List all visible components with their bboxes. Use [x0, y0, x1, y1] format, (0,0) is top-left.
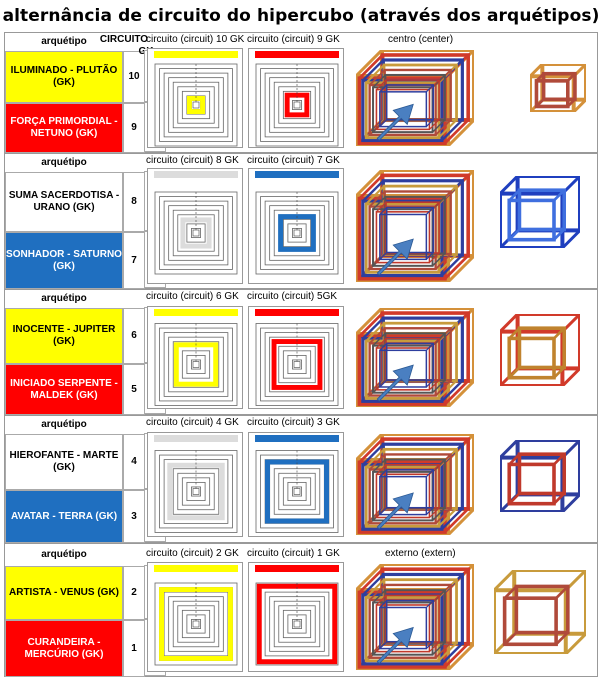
header-arquetipo: arquétipo — [5, 33, 123, 51]
circuit-number: 6 — [123, 308, 145, 364]
header-arquetipo: arquétipo — [5, 416, 123, 434]
archetype-label: SUMA SACERDOTISA - URANO (GK) — [5, 172, 123, 232]
page-title: alternância de circuito do hipercubo (através dos arquétipos) — [2, 6, 600, 26]
circuit-caption: circuito (circuit) 2 GK — [146, 548, 239, 559]
hypercube-main-image — [356, 170, 476, 282]
circuit-caption: circuito (circuit) 5GK — [247, 291, 338, 302]
archetype-label: FORÇA PRIMORDIAL - NETUNO (GK) — [5, 103, 123, 153]
circuit-number: 7 — [123, 232, 145, 289]
circuit-square-panel — [248, 562, 344, 672]
header-arquetipo: arquétipo — [5, 290, 123, 308]
hypercube-main-image — [356, 308, 476, 407]
hypercube-small-image — [500, 176, 582, 248]
circuit-square-panel — [248, 48, 344, 148]
header-arquetipo: arquétipo — [5, 154, 123, 172]
archetype-label: INOCENTE - JUPITER (GK) — [5, 308, 123, 364]
circuit-number: 3 — [123, 490, 145, 543]
circuit-square-panel — [248, 306, 344, 409]
circuit-number: 8 — [123, 172, 145, 232]
circuit-caption: circuito (circuit) 9 GK — [247, 34, 340, 45]
circuit-caption: circuito (circuit) 1 GK — [247, 548, 340, 559]
circuit-caption: circuito (circuit) 7 GK — [247, 155, 340, 166]
circuit-number: 5 — [123, 364, 145, 415]
circuit-square-panel — [147, 562, 243, 672]
circuit-square-panel — [248, 168, 344, 284]
header-arquetipo: arquétipo — [5, 544, 123, 566]
hypercube-small-image — [530, 64, 588, 112]
hypercube-main-image — [356, 50, 476, 146]
header-circuito: CIRCUITO — [99, 34, 149, 45]
circuit-caption: circuito (circuit) 6 GK — [146, 291, 239, 302]
circuit-number: 2 — [123, 566, 145, 620]
circuit-caption: circuito (circuit) 10 GK — [146, 34, 245, 45]
archetype-label: ILUMINADO - PLUTÃO (GK) — [5, 51, 123, 103]
hypercube-small-image — [500, 440, 582, 512]
center-caption: centro (center) — [388, 34, 454, 45]
archetype-label: CURANDEIRA - MERCÚRIO (GK) — [5, 620, 123, 677]
circuit-square-panel — [147, 432, 243, 537]
circuit-number: 1 — [123, 620, 145, 677]
circuit-number: 4 — [123, 434, 145, 490]
circuit-square-panel — [147, 168, 243, 284]
circuit-square-panel — [147, 48, 243, 148]
circuit-square-panel — [248, 432, 344, 537]
archetype-label: INICIADO SERPENTE - MALDEK (GK) — [5, 364, 123, 415]
circuit-number: 9 — [123, 103, 145, 153]
hypercube-small-image — [500, 314, 582, 386]
extern-caption: externo (extern) — [385, 548, 456, 559]
archetype-label: AVATAR - TERRA (GK) — [5, 490, 123, 543]
circuit-square-panel — [147, 306, 243, 409]
circuit-caption: circuito (circuit) 4 GK — [146, 417, 239, 428]
circuit-number: 10 — [123, 51, 145, 103]
archetype-label: HIEROFANTE - MARTE (GK) — [5, 434, 123, 490]
circuit-caption: circuito (circuit) 3 GK — [247, 417, 340, 428]
circuit-caption: circuito (circuit) 8 GK — [146, 155, 239, 166]
archetype-label: SONHADOR - SATURNO (GK) — [5, 232, 123, 289]
hypercube-main-image — [356, 564, 476, 670]
hypercube-small-image — [494, 570, 588, 654]
archetype-label: ARTISTA - VENUS (GK) — [5, 566, 123, 620]
hypercube-main-image — [356, 434, 476, 535]
